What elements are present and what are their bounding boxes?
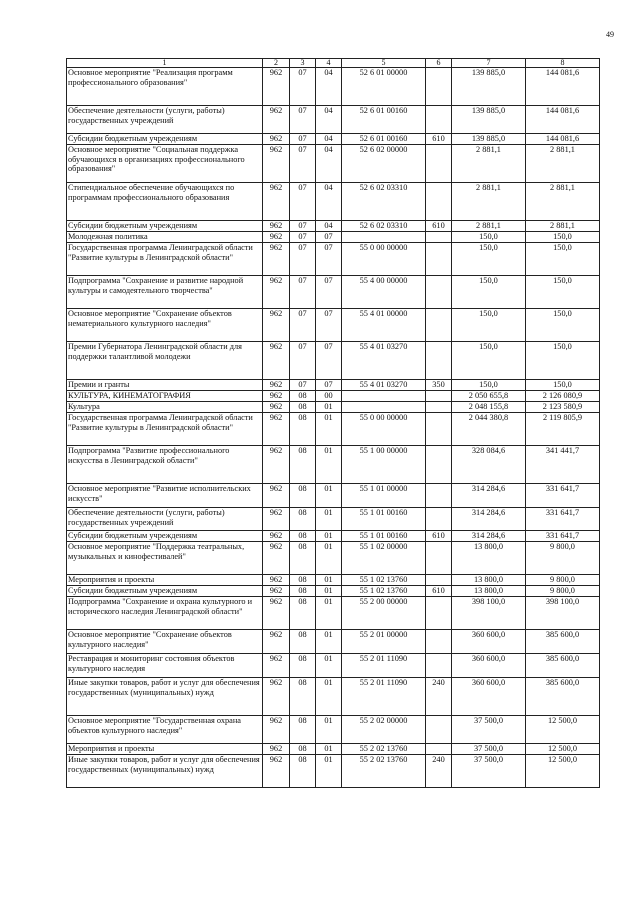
table-row <box>67 484 600 508</box>
expense-type-cell <box>426 106 452 134</box>
table-row <box>67 716 600 744</box>
ministry-code-cell: 962 <box>263 654 290 678</box>
section-code-cell: 07 <box>290 380 316 391</box>
amount-year2-cell: 9 800,0 <box>526 575 600 586</box>
subsection-code-cell: 04 <box>316 145 342 183</box>
subsection-code-cell: 01 <box>316 531 342 542</box>
table-row <box>67 221 600 232</box>
item-name-cell: Обеспечение деятельности (услуги, работы) государственных учреждений <box>67 508 263 531</box>
ministry-code-cell: 962 <box>263 716 290 744</box>
target-article-cell: 52 6 02 03310 <box>342 183 426 221</box>
table-row <box>67 678 600 716</box>
amount-year2-cell: 385 600,0 <box>526 654 600 678</box>
expense-type-cell <box>426 597 452 630</box>
expense-type-cell <box>426 575 452 586</box>
target-article-cell: 55 2 02 13760 <box>342 744 426 755</box>
expense-type-cell: 240 <box>426 755 452 788</box>
target-article-cell: 52 6 01 00160 <box>342 134 426 145</box>
section-code-cell: 08 <box>290 575 316 586</box>
item-name-cell: Иные закупки товаров, работ и услуг для обеспечения государственных (муниципальных) нужд <box>67 755 263 788</box>
target-article-cell: 55 1 02 00000 <box>342 542 426 575</box>
expense-type-cell <box>426 446 452 484</box>
target-article-cell: 52 6 02 00000 <box>342 145 426 183</box>
expense-type-cell <box>426 309 452 342</box>
ministry-code-cell: 962 <box>263 413 290 446</box>
amount-year2-cell: 9 800,0 <box>526 586 600 597</box>
target-article-cell: 55 2 02 00000 <box>342 716 426 744</box>
subsection-code-cell: 00 <box>316 391 342 402</box>
subsection-code-cell: 01 <box>316 542 342 575</box>
expense-type-cell <box>426 508 452 531</box>
expense-type-cell <box>426 276 452 309</box>
ministry-code-cell: 962 <box>263 508 290 531</box>
item-name-cell: Молодежная политика <box>67 232 263 243</box>
amount-year2-cell: 331 641,7 <box>526 484 600 508</box>
subsection-code-cell: 04 <box>316 68 342 106</box>
table-row <box>67 145 600 183</box>
ministry-code-cell: 962 <box>263 183 290 221</box>
table-row <box>67 391 600 402</box>
amount-year2-cell: 331 641,7 <box>526 531 600 542</box>
subsection-code-cell: 04 <box>316 134 342 145</box>
target-article-cell: 55 4 01 00000 <box>342 309 426 342</box>
item-name-cell: Стипендиальное обеспечение обучающихся по программам профессионального образования <box>67 183 263 221</box>
amount-year2-cell: 150,0 <box>526 232 600 243</box>
item-name-cell: Обеспечение деятельности (услуги, работы) государственных учреждений <box>67 106 263 134</box>
table-row <box>67 575 600 586</box>
ministry-code-cell: 962 <box>263 106 290 134</box>
ministry-code-cell: 962 <box>263 678 290 716</box>
subsection-code-cell: 04 <box>316 221 342 232</box>
column-header: 7 <box>452 59 526 68</box>
ministry-code-cell: 962 <box>263 68 290 106</box>
expense-type-cell <box>426 413 452 446</box>
expense-type-cell: 610 <box>426 221 452 232</box>
target-article-cell: 55 0 00 00000 <box>342 243 426 276</box>
amount-year1-cell: 150,0 <box>452 276 526 309</box>
table-row <box>67 531 600 542</box>
table-row <box>67 654 600 678</box>
target-article-cell: 55 2 00 00000 <box>342 597 426 630</box>
section-code-cell: 08 <box>290 678 316 716</box>
subsection-code-cell: 01 <box>316 413 342 446</box>
amount-year2-cell: 2 126 080,9 <box>526 391 600 402</box>
subsection-code-cell: 07 <box>316 309 342 342</box>
item-name-cell: Основное мероприятие "Сохранение объектов культурного наследия" <box>67 630 263 654</box>
ministry-code-cell: 962 <box>263 446 290 484</box>
amount-year1-cell: 37 500,0 <box>452 716 526 744</box>
subsection-code-cell: 07 <box>316 276 342 309</box>
expense-type-cell <box>426 744 452 755</box>
target-article-cell: 55 1 01 00160 <box>342 531 426 542</box>
subsection-code-cell: 07 <box>316 380 342 391</box>
ministry-code-cell: 962 <box>263 243 290 276</box>
table-row <box>67 402 600 413</box>
table-row <box>67 106 600 134</box>
amount-year2-cell: 385 600,0 <box>526 630 600 654</box>
amount-year1-cell: 360 600,0 <box>452 654 526 678</box>
expense-type-cell <box>426 402 452 413</box>
ministry-code-cell: 962 <box>263 744 290 755</box>
expense-type-cell: 350 <box>426 380 452 391</box>
column-header: 6 <box>426 59 452 68</box>
item-name-cell: Основное мероприятие "Социальная поддержка обучающихся в организациях профессионального образования" <box>67 145 263 183</box>
item-name-cell: КУЛЬТУРА, КИНЕМАТОГРАФИЯ <box>67 391 263 402</box>
amount-year2-cell: 144 081,6 <box>526 106 600 134</box>
table-row <box>67 243 600 276</box>
amount-year1-cell: 150,0 <box>452 243 526 276</box>
target-article-cell: 55 2 01 00000 <box>342 630 426 654</box>
column-header: 4 <box>316 59 342 68</box>
column-header: 3 <box>290 59 316 68</box>
budget-table <box>66 58 600 788</box>
table-row <box>67 276 600 309</box>
amount-year1-cell: 150,0 <box>452 309 526 342</box>
ministry-code-cell: 962 <box>263 380 290 391</box>
subsection-code-cell: 01 <box>316 446 342 484</box>
section-code-cell: 07 <box>290 276 316 309</box>
amount-year1-cell: 13 800,0 <box>452 586 526 597</box>
amount-year1-cell: 2 048 155,8 <box>452 402 526 413</box>
amount-year2-cell: 150,0 <box>526 342 600 380</box>
amount-year1-cell: 2 881,1 <box>452 221 526 232</box>
amount-year2-cell: 2 123 580,9 <box>526 402 600 413</box>
table-row <box>67 542 600 575</box>
table-row <box>67 380 600 391</box>
item-name-cell: Реставрация и мониторинг состояния объектов культурного наследия <box>67 654 263 678</box>
section-code-cell: 08 <box>290 531 316 542</box>
ministry-code-cell: 962 <box>263 309 290 342</box>
item-name-cell: Основное мероприятие "Сохранение объектов нематериального культурного наследия" <box>67 309 263 342</box>
target-article-cell: 55 2 01 11090 <box>342 654 426 678</box>
item-name-cell: Подпрограмма "Сохранение и охрана культурного и исторического наследия Ленинградской области" <box>67 597 263 630</box>
table-row <box>67 342 600 380</box>
section-code-cell: 08 <box>290 744 316 755</box>
amount-year1-cell: 314 284,6 <box>452 531 526 542</box>
expense-type-cell <box>426 243 452 276</box>
amount-year1-cell: 2 881,1 <box>452 183 526 221</box>
amount-year2-cell: 12 500,0 <box>526 744 600 755</box>
ministry-code-cell: 962 <box>263 575 290 586</box>
amount-year1-cell: 37 500,0 <box>452 744 526 755</box>
amount-year1-cell: 139 885,0 <box>452 106 526 134</box>
page-number: 49 <box>606 30 614 39</box>
section-code-cell: 07 <box>290 183 316 221</box>
ministry-code-cell: 962 <box>263 597 290 630</box>
ministry-code-cell: 962 <box>263 755 290 788</box>
item-name-cell: Мероприятия и проекты <box>67 575 263 586</box>
item-name-cell: Субсидии бюджетным учреждениям <box>67 221 263 232</box>
target-article-cell <box>342 232 426 243</box>
section-code-cell: 07 <box>290 221 316 232</box>
item-name-cell: Субсидии бюджетным учреждениям <box>67 586 263 597</box>
table-row <box>67 68 600 106</box>
amount-year1-cell: 150,0 <box>452 342 526 380</box>
amount-year2-cell: 398 100,0 <box>526 597 600 630</box>
subsection-code-cell: 04 <box>316 183 342 221</box>
amount-year1-cell: 2 881,1 <box>452 145 526 183</box>
item-name-cell: Государственная программа Ленинградской области "Развитие культуры в Ленинградской области" <box>67 243 263 276</box>
target-article-cell: 52 6 01 00000 <box>342 68 426 106</box>
amount-year2-cell: 150,0 <box>526 276 600 309</box>
ministry-code-cell: 962 <box>263 221 290 232</box>
column-header: 2 <box>263 59 290 68</box>
subsection-code-cell: 01 <box>316 716 342 744</box>
table-row <box>67 755 600 788</box>
subsection-code-cell: 01 <box>316 678 342 716</box>
subsection-code-cell: 01 <box>316 575 342 586</box>
item-name-cell: Подпрограмма "Сохранение и развитие народной культуры и самодеятельного творчества" <box>67 276 263 309</box>
subsection-code-cell: 07 <box>316 243 342 276</box>
section-code-cell: 07 <box>290 243 316 276</box>
ministry-code-cell: 962 <box>263 134 290 145</box>
item-name-cell: Основное мероприятие "Реализация программ профессионального образования" <box>67 68 263 106</box>
section-code-cell: 08 <box>290 446 316 484</box>
section-code-cell: 07 <box>290 68 316 106</box>
expense-type-cell <box>426 145 452 183</box>
section-code-cell: 08 <box>290 755 316 788</box>
amount-year1-cell: 360 600,0 <box>452 630 526 654</box>
amount-year1-cell: 398 100,0 <box>452 597 526 630</box>
subsection-code-cell: 01 <box>316 744 342 755</box>
expense-type-cell <box>426 630 452 654</box>
expense-type-cell <box>426 342 452 380</box>
ministry-code-cell: 962 <box>263 586 290 597</box>
target-article-cell: 55 1 02 13760 <box>342 586 426 597</box>
subsection-code-cell: 07 <box>316 232 342 243</box>
section-code-cell: 08 <box>290 630 316 654</box>
ministry-code-cell: 962 <box>263 484 290 508</box>
target-article-cell: 52 6 01 00160 <box>342 106 426 134</box>
amount-year2-cell: 12 500,0 <box>526 755 600 788</box>
amount-year1-cell: 314 284,6 <box>452 508 526 531</box>
amount-year1-cell: 37 500,0 <box>452 755 526 788</box>
target-article-cell: 55 2 01 11090 <box>342 678 426 716</box>
section-code-cell: 08 <box>290 508 316 531</box>
section-code-cell: 08 <box>290 597 316 630</box>
subsection-code-cell: 01 <box>316 508 342 531</box>
ministry-code-cell: 962 <box>263 402 290 413</box>
amount-year2-cell: 150,0 <box>526 309 600 342</box>
table-row <box>67 413 600 446</box>
section-code-cell: 07 <box>290 232 316 243</box>
target-article-cell: 55 1 01 00160 <box>342 508 426 531</box>
section-code-cell: 08 <box>290 413 316 446</box>
table-row <box>67 309 600 342</box>
target-article-cell: 55 2 02 13760 <box>342 755 426 788</box>
amount-year1-cell: 150,0 <box>452 232 526 243</box>
item-name-cell: Иные закупки товаров, работ и услуг для обеспечения государственных (муниципальных) нужд <box>67 678 263 716</box>
target-article-cell: 55 4 01 03270 <box>342 342 426 380</box>
ministry-code-cell: 962 <box>263 542 290 575</box>
item-name-cell: Субсидии бюджетным учреждениям <box>67 134 263 145</box>
section-code-cell: 07 <box>290 342 316 380</box>
ministry-code-cell: 962 <box>263 276 290 309</box>
amount-year2-cell: 12 500,0 <box>526 716 600 744</box>
ministry-code-cell: 962 <box>263 531 290 542</box>
item-name-cell: Государственная программа Ленинградской области "Развитие культуры в Ленинградской области" <box>67 413 263 446</box>
column-header: 8 <box>526 59 600 68</box>
subsection-code-cell: 07 <box>316 342 342 380</box>
amount-year2-cell: 385 600,0 <box>526 678 600 716</box>
subsection-code-cell: 01 <box>316 630 342 654</box>
amount-year2-cell: 150,0 <box>526 380 600 391</box>
section-code-cell: 08 <box>290 402 316 413</box>
amount-year1-cell: 139 885,0 <box>452 134 526 145</box>
table-row <box>67 597 600 630</box>
table-row <box>67 232 600 243</box>
section-code-cell: 08 <box>290 586 316 597</box>
section-code-cell: 07 <box>290 134 316 145</box>
item-name-cell: Основное мероприятие "Развитие исполнительских искусств" <box>67 484 263 508</box>
amount-year2-cell: 9 800,0 <box>526 542 600 575</box>
table-row <box>67 586 600 597</box>
section-code-cell: 08 <box>290 542 316 575</box>
section-code-cell: 08 <box>290 716 316 744</box>
amount-year1-cell: 13 800,0 <box>452 575 526 586</box>
ministry-code-cell: 962 <box>263 391 290 402</box>
amount-year1-cell: 13 800,0 <box>452 542 526 575</box>
item-name-cell: Культура <box>67 402 263 413</box>
expense-type-cell <box>426 391 452 402</box>
amount-year2-cell: 2 881,1 <box>526 145 600 183</box>
target-article-cell: 55 1 01 00000 <box>342 484 426 508</box>
item-name-cell: Премии и гранты <box>67 380 263 391</box>
target-article-cell: 55 1 00 00000 <box>342 446 426 484</box>
expense-type-cell <box>426 654 452 678</box>
expense-type-cell: 610 <box>426 134 452 145</box>
subsection-code-cell: 01 <box>316 586 342 597</box>
subsection-code-cell: 01 <box>316 484 342 508</box>
expense-type-cell <box>426 183 452 221</box>
item-name-cell: Основное мероприятие "Государственная охрана объектов культурного наследия" <box>67 716 263 744</box>
amount-year2-cell: 2 881,1 <box>526 183 600 221</box>
amount-year2-cell: 150,0 <box>526 243 600 276</box>
target-article-cell: 55 4 00 00000 <box>342 276 426 309</box>
expense-type-cell <box>426 68 452 106</box>
amount-year1-cell: 360 600,0 <box>452 678 526 716</box>
target-article-cell: 55 4 01 03270 <box>342 380 426 391</box>
table-row <box>67 446 600 484</box>
amount-year1-cell: 139 885,0 <box>452 68 526 106</box>
target-article-cell: 55 1 02 13760 <box>342 575 426 586</box>
subsection-code-cell: 01 <box>316 402 342 413</box>
item-name-cell: Основное мероприятие "Поддержка театральных, музыкальных и кинофестивалей" <box>67 542 263 575</box>
expense-type-cell <box>426 542 452 575</box>
expense-type-cell: 610 <box>426 586 452 597</box>
amount-year2-cell: 341 441,7 <box>526 446 600 484</box>
amount-year2-cell: 144 081,6 <box>526 68 600 106</box>
subsection-code-cell: 01 <box>316 755 342 788</box>
subsection-code-cell: 01 <box>316 597 342 630</box>
expense-type-cell <box>426 716 452 744</box>
subsection-code-cell: 04 <box>316 106 342 134</box>
table-row <box>67 744 600 755</box>
amount-year1-cell: 314 284,6 <box>452 484 526 508</box>
amount-year1-cell: 2 044 380,8 <box>452 413 526 446</box>
amount-year2-cell: 2 881,1 <box>526 221 600 232</box>
table-row <box>67 134 600 145</box>
amount-year1-cell: 2 050 655,8 <box>452 391 526 402</box>
section-code-cell: 08 <box>290 391 316 402</box>
table-row <box>67 630 600 654</box>
item-name-cell: Подпрограмма "Развитие профессионального искусства в Ленинградской области" <box>67 446 263 484</box>
section-code-cell: 07 <box>290 309 316 342</box>
header-row <box>67 59 600 68</box>
ministry-code-cell: 962 <box>263 630 290 654</box>
section-code-cell: 07 <box>290 145 316 183</box>
table-row <box>67 508 600 531</box>
ministry-code-cell: 962 <box>263 342 290 380</box>
table-row <box>67 183 600 221</box>
column-header: 5 <box>342 59 426 68</box>
section-code-cell: 08 <box>290 484 316 508</box>
target-article-cell: 52 6 02 03310 <box>342 221 426 232</box>
item-name-cell: Субсидии бюджетным учреждениям <box>67 531 263 542</box>
amount-year2-cell: 331 641,7 <box>526 508 600 531</box>
item-name-cell: Мероприятия и проекты <box>67 744 263 755</box>
expense-type-cell <box>426 232 452 243</box>
subsection-code-cell: 01 <box>316 654 342 678</box>
expense-type-cell: 240 <box>426 678 452 716</box>
target-article-cell: 55 0 00 00000 <box>342 413 426 446</box>
expense-type-cell <box>426 484 452 508</box>
amount-year2-cell: 144 081,6 <box>526 134 600 145</box>
ministry-code-cell: 962 <box>263 145 290 183</box>
section-code-cell: 08 <box>290 654 316 678</box>
amount-year2-cell: 2 119 805,9 <box>526 413 600 446</box>
column-header: 1 <box>67 59 263 68</box>
amount-year1-cell: 328 084,6 <box>452 446 526 484</box>
target-article-cell <box>342 391 426 402</box>
section-code-cell: 07 <box>290 106 316 134</box>
ministry-code-cell: 962 <box>263 232 290 243</box>
item-name-cell: Премии Губернатора Ленинградской области для поддержки талантливой молодежи <box>67 342 263 380</box>
target-article-cell <box>342 402 426 413</box>
amount-year1-cell: 150,0 <box>452 380 526 391</box>
expense-type-cell: 610 <box>426 531 452 542</box>
